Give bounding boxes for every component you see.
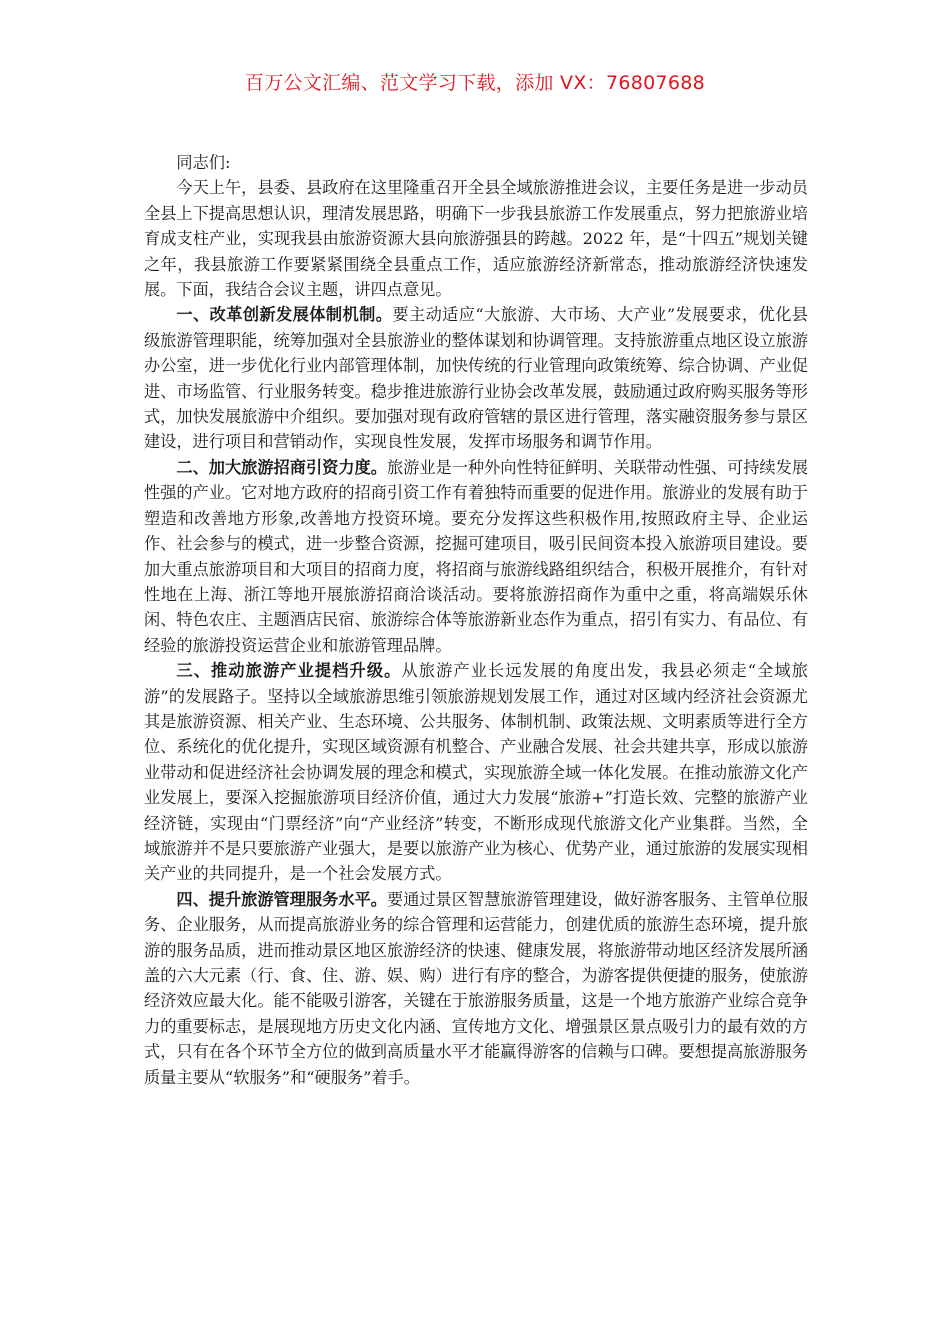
section-4-text: 要通过景区智慧旅游管理建设，做好游客服务、主管单位服务、企业服务，从而提高旅游业务的综合管理和运营能力，创建优质的旅游生态环境，提升旅游的服务品质，进而推动景区地区旅游经济的快速、健康发展，将旅游带动地区经济发展所涵盖的六大元素（行、食、住、游、娱、购）进行有序的整合，为游客提供便捷的服务，使旅游经济效应最大化。能不能吸引游客，关键在于旅游服务质量，这是一个地方旅游产业综合竞争力的重要标志，是展现地方历史文化内涵、宣传地方文化、增强景区景点吸引力的最有效的方式，只有在各个环节全方位的做到高质量水平才能赢得游客的信赖与口碑。要想提高旅游服务质量主要从“软服务”和“硬服务”着手。	[144, 889, 809, 1087]
section-3-text: 从旅游产业长远发展的角度出发，我县必须走“全域旅游”的发展路子。坚持以全域旅游思维引领旅游规划发展工作，通过对区域内经济社会资源尤其是旅游资源、相关产业、生态环境、公共服务、体制机制、政策法规、文明素质等进行全方位、系统化的优化提升，实现区域资源有机整合、产业融合发展、社会共建共享，形成以旅游业带动和促进经济社会协调发展的理念和模式，实现旅游全域一体化发展。在推动旅游文化产业发展上，要深入挖掘旅游项目经济价值，通过大力发展“旅游+”打造长效、完整的旅游产业经济链，实现由“门票经济”向“产业经济”转变，不断形成现代旅游文化产业集群。当然，全域旅游并不是只要旅游产业强大，是要以旅游产业为核心、优势产业，通过旅游的发展实现相关产业的共同提升，是一个社会发展方式。	[144, 661, 808, 884]
section-4-heading: 四、提升旅游管理服务水平。	[176, 889, 387, 909]
salutation: 同志们:	[176, 153, 231, 172]
section-2-paragraph	[144, 455, 808, 658]
section-1-text: 要主动适应“大旅游、大市场、大产业”发展要求，优化县级旅游管理职能，统筹加强对全县旅游业的整体谋划和协调管理。支持旅游重点地区设立旅游办公室，进一步优化行业内部管理体制，加快传统的行业管理向政策统筹、综合协调、产业促进、市场监管、行业服务转变。稳步推进旅游行业协会改革发展，鼓励通过政府购买服务等形式，加快发展旅游中介组织。要加强对现有政府管辖的景区进行管理，落实融资服务参与景区建设，进行项目和营销动作，实现良性发展，发挥市场服务和调节作用。	[144, 305, 808, 452]
section-2-heading: 二、加大旅游招商引资力度。	[176, 457, 387, 477]
section-3-heading: 三、推动旅游产业提档升级。	[176, 661, 402, 681]
section-1-heading: 一、改革创新发展体制机制。	[176, 305, 393, 325]
section-1-paragraph	[144, 302, 808, 454]
section-2-text: 旅游业是一种外向性特征鲜明、关联带动性强、可持续发展性强的产业。它对地方政府的招商引资工作有着独特而重要的促进作用。旅游业的发展有助于塑造和改善地方形象,改善地方投资环境。要充分发挥这些积极作用,按照政府主导、企业运作、社会参与的模式，进一步整合资源，挖掘可建项目，吸引民间资本投入旅游项目建设。要加大重点旅游项目和大项目的招商力度，将招商与旅游线路组织结合，积极开展推介，有针对性地在上海、浙江等地开展旅游招商洽谈活动。要将旅游招商作为重中之重，将高端娱乐休闲、特色农庄、主题酒店民宿、旅游综合体等旅游新业态作为重点，招引有实力、有品位、有经验的旅游投资运营企业和旅游管理品牌。	[144, 457, 809, 655]
intro-paragraph: 今天上午，县委、县政府在这里隆重召开全县全域旅游推进会议，主要任务是进一步动员全县上下提高思想认识，理清发展思路，明确下一步我县旅游工作发展重点，努力把旅游业培育成支柱产业，实现我县由旅游资源大县向旅游强县的跨越。2022 年，是“十四五”规划关键之年，我县旅游工作要紧紧围绕全县重点工作，适应旅游经济新常态，推动旅游经济快速发展。下面，我结合会议主题，讲四点意见。	[144, 178, 808, 300]
section-4-paragraph	[144, 887, 808, 1090]
document-body	[144, 150, 808, 1090]
header-banner: 百万公文汇编、范文学习下载，添加 VX：76807688	[244, 72, 706, 94]
section-3-paragraph	[144, 658, 808, 887]
